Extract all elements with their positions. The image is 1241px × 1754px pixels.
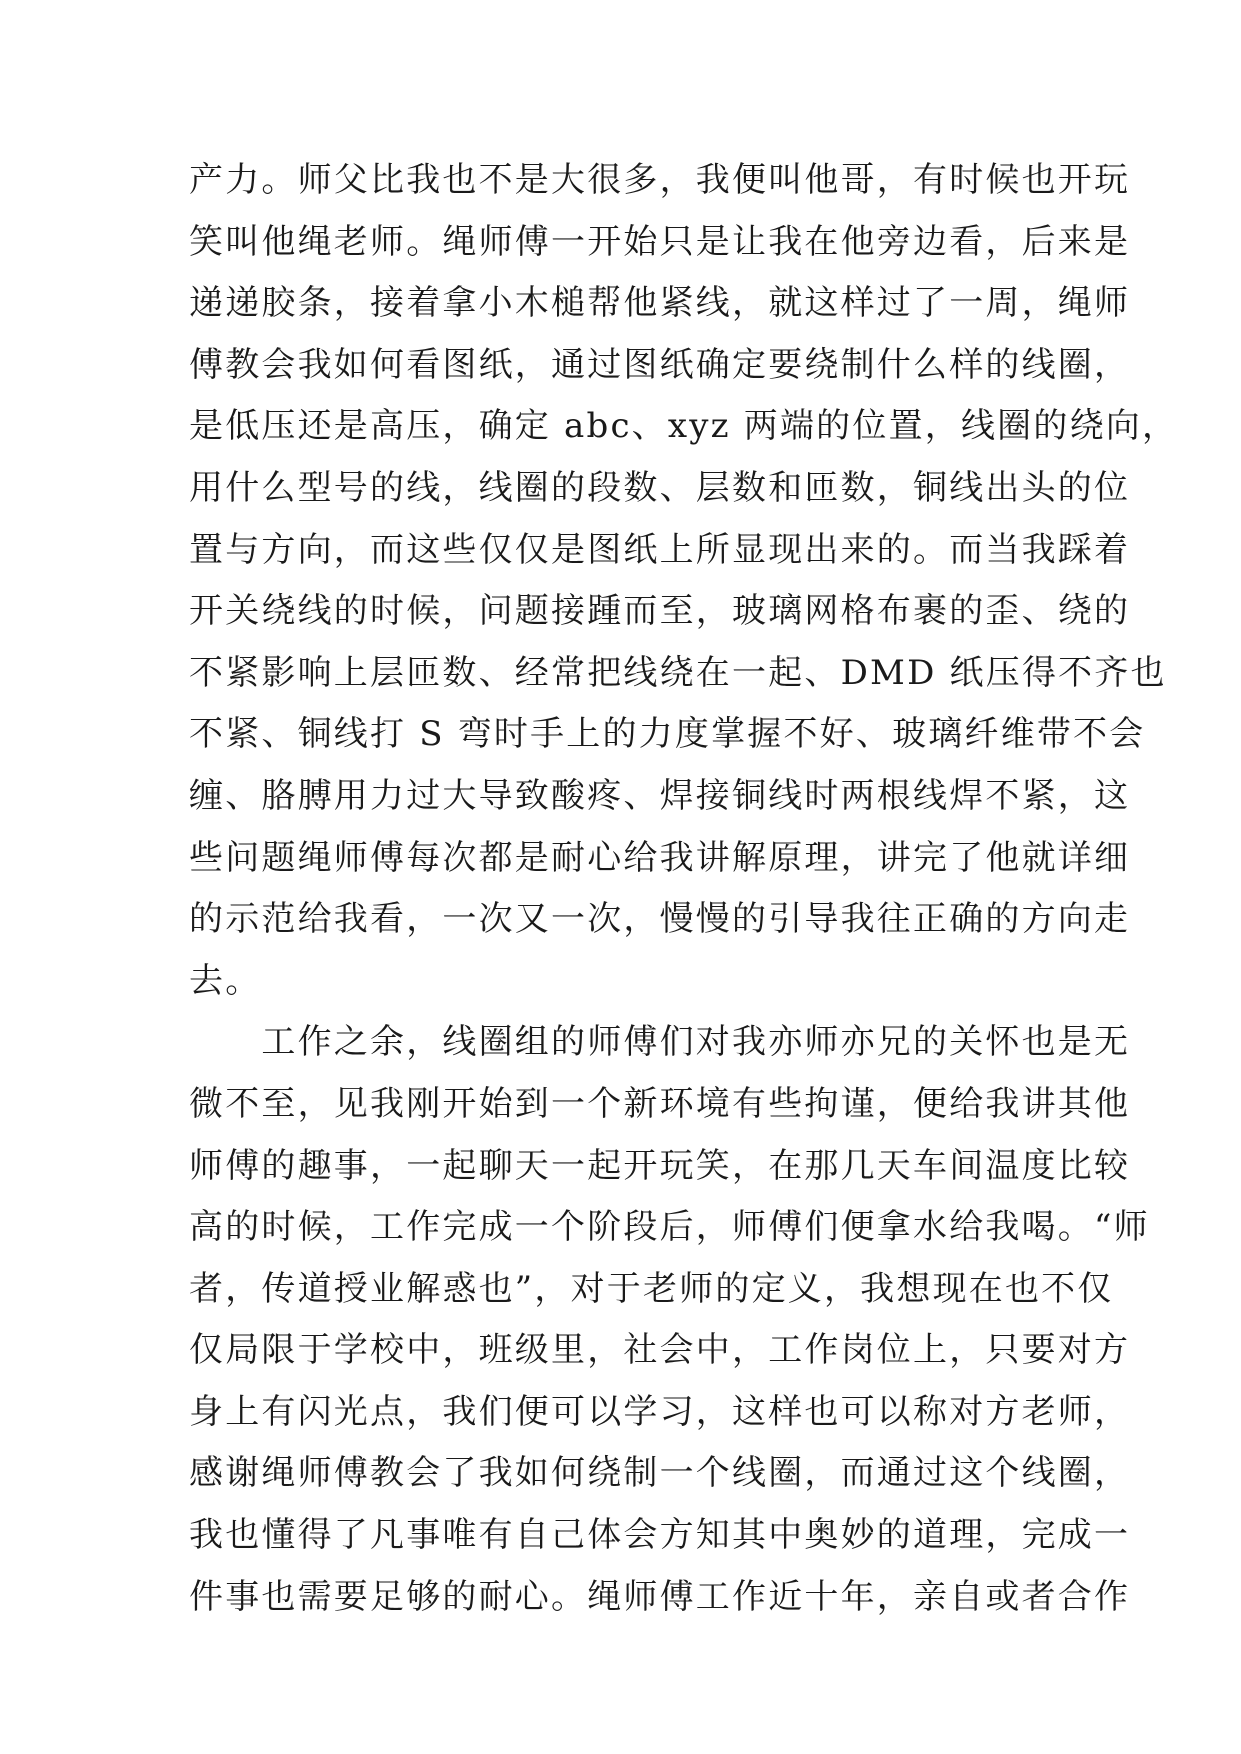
text-line: 傅教会我如何看图纸，通过图纸确定要绕制什么样的线圈， [189, 344, 1131, 385]
paragraph [189, 150, 1179, 1012]
text-line: 身上有闪光点，我们便可以学习，这样也可以称对方老师， [189, 1391, 1131, 1432]
text-line: 用什么型号的线，线圈的段数、层数和匝数，铜线出头的位 [189, 467, 1131, 508]
text-line: 件事也需要足够的耐心。绳师傅工作近十年，亲自或者合作 [189, 1576, 1131, 1617]
text-line: 仅局限于学校中，班级里，社会中，工作岗位上，只要对方 [189, 1330, 1131, 1371]
text-line: 不紧、铜线打 S 弯时手上的力度掌握不好、玻璃纤维带不会 [189, 714, 1146, 755]
text-line: 我也懂得了凡事唯有自己体会方知其中奥妙的道理，完成一 [189, 1515, 1131, 1556]
text-line: 师傅的趣事，一起聊天一起开玩笑，在那几天车间温度比较 [189, 1145, 1131, 1186]
text-line: 工作之余，线圈组的师傅们对我亦师亦兄的关怀也是无 [189, 1022, 1131, 1063]
text-line: 去。 [189, 960, 262, 1001]
text-line: 缠、胳膊用力过大导致酸疼、焊接铜线时两根线焊不紧，这 [189, 775, 1131, 816]
text-line: 不紧影响上层匝数、经常把线绕在一起、DMD 纸压得不齐也 [189, 652, 1167, 693]
text-line: 些问题绳师傅每次都是耐心给我讲解原理，讲完了他就详细 [189, 837, 1131, 878]
text-line: 递递胶条，接着拿小木槌帮他紧线，就这样过了一周，绳师 [189, 283, 1131, 324]
paragraph [189, 1012, 1150, 1628]
text-line: 者，传道授业解惑也”，对于老师的定义，我想现在也不仅 [189, 1268, 1114, 1309]
text-line: 高的时候，工作完成一个阶段后，师傅们便拿水给我喝。“师 [189, 1207, 1150, 1248]
text-line: 是低压还是高压，确定 abc、xyz 两端的位置，线圈的绕向， [189, 406, 1179, 447]
text-line: 笑叫他绳老师。绳师傅一开始只是让我在他旁边看，后来是 [189, 221, 1131, 262]
text-line: 开关绕线的时候，问题接踵而至，玻璃网格布裹的歪、绕的 [189, 591, 1131, 632]
text-line: 产力。师父比我也不是大很多，我便叫他哥，有时候也开玩 [189, 160, 1131, 200]
text-line: 的示范给我看，一次又一次，慢慢的引导我往正确的方向走 [189, 899, 1131, 940]
body-text [189, 150, 1179, 1628]
text-line: 微不至，见我刚开始到一个新环境有些拘谨，便给我讲其他 [189, 1083, 1131, 1124]
text-line: 感谢绳师傅教会了我如何绕制一个线圈，而通过这个线圈， [189, 1453, 1131, 1494]
text-line: 置与方向，而这些仅仅是图纸上所显现出来的。而当我踩着 [189, 529, 1131, 570]
